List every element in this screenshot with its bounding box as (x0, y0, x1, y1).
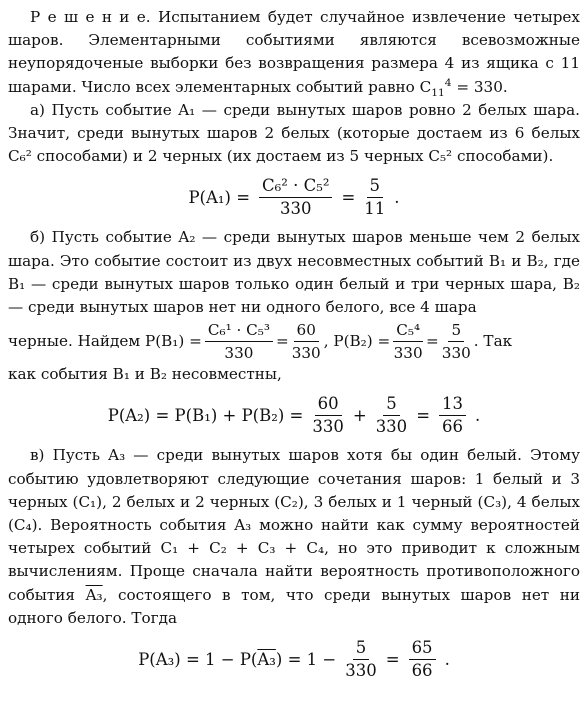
paragraph-c (8, 444, 580, 630)
fraction (364, 176, 385, 219)
intro-end: = 330. (451, 77, 508, 96)
fraction (439, 394, 466, 437)
period: . (394, 187, 400, 207)
fraction (393, 320, 423, 363)
b2-text3: . Так (473, 331, 513, 350)
c-lower: 11 (431, 85, 445, 99)
denominator: 66 (411, 660, 433, 680)
fraction (376, 394, 408, 437)
paragraph-b2 (8, 319, 580, 363)
plus: + (352, 405, 367, 425)
numerator: 5 (448, 320, 464, 342)
numerator: 5 (383, 394, 400, 416)
denominator: 330 (279, 198, 312, 218)
numerator: C₅⁴ (393, 320, 423, 342)
c-upper: 4 (444, 75, 452, 89)
eq-a-lhs: P(A₁) = (188, 187, 251, 207)
numerator: 5 (353, 638, 370, 660)
numerator: 65 (409, 638, 436, 660)
intro-paragraph (8, 6, 580, 99)
fraction (205, 320, 273, 363)
fraction (442, 320, 471, 363)
denominator: 330 (291, 343, 321, 362)
equals: = (416, 405, 431, 425)
equals: = (426, 331, 439, 350)
fraction (345, 638, 377, 681)
numerator: 60 (294, 320, 319, 342)
fraction (312, 394, 344, 437)
numerator: 5 (367, 176, 384, 198)
numerator: 60 (315, 394, 342, 416)
period: . (444, 649, 450, 669)
denominator: 330 (441, 343, 471, 362)
eq-c-mid: ) = 1 − (275, 649, 337, 669)
b2-text1: черные. Найдем P(B₁) = (8, 331, 202, 350)
c-text: в) Пусть A₃ — среди вынутых шаров хотя бы один белый. Этому событию удовлетворяют следующие сочетания шаров: 1 белый и 3 черных (C₁), 2 белых и 2 черных (C₂), 3 белых и 1 черный (C₃), 4 белых (C₄). Вероятность события A₃ можно найти как сумму вероятностей четырех событий C₁ + C₂ + C₃ + C₄, но это приводит к сложным вычислениям. Проще сначала найти вероятность противоположного события (8, 446, 580, 604)
equation-c (8, 630, 580, 688)
numerator: C₆² · C₅² (259, 176, 332, 198)
denominator: 330 (345, 660, 377, 680)
equals: = (385, 649, 400, 669)
denominator: 330 (224, 343, 254, 362)
fraction (292, 320, 321, 363)
denominator: 11 (364, 198, 386, 218)
equation-a (8, 168, 580, 226)
period: . (475, 405, 481, 425)
equation-b (8, 386, 580, 444)
solution-text (8, 6, 580, 688)
c-text-end: , состоящего в том, что среди вынутых шаров нет ни одного белого. Тогда (8, 585, 581, 627)
denominator: 330 (375, 416, 408, 436)
paragraph-a: а) Пусть событие A₁ — среди вынутых шаров ровно 2 белых шара. Значит, среди вынутых шаров 2 белых (которые достаем из 6 белых C₆² способами) и 2 черных (их достаем из 5 черных C₅² способами). (8, 100, 580, 166)
paragraph-b3: как события B₁ и B₂ несовместны, (8, 365, 282, 384)
denominator: 330 (393, 343, 423, 362)
numerator: 13 (439, 394, 466, 416)
paragraph-b1: б) Пусть событие A₂ — среди вынутых шаров меньше чем 2 белых шара. Это событие состоит из двух несовместных событий B₁ и B₂, где B₁ — среди вынутых шаров только один белый и три черных шара, B₂ — среди вынутых шаров нет ни одного белого, все 4 шара (8, 228, 580, 317)
eq-b-lhs: P(A₂) = P(B₁) + P(B₂) = (107, 405, 304, 425)
complement-event: A₃ (257, 649, 276, 669)
denominator: 330 (312, 416, 344, 436)
numerator: C₆¹ · C₅³ (205, 320, 273, 342)
fraction (259, 176, 332, 219)
intro-text: Р е ш е н и е. Испытанием будет случайное извлечение четырех шаров. Элементарными событиями являются всевозможные неупорядоченые выборки без возвращения размера 4 из ящика с 11 шарами. Число всех элементарных событий равно C (8, 8, 580, 96)
eq-c-lhs: P(A₃) = 1 − P( (138, 649, 258, 669)
fraction (409, 638, 436, 681)
b2-text2: , P(B₂) = (323, 331, 391, 350)
complement-event: A₃ (85, 585, 103, 604)
equals: = (275, 331, 289, 350)
denominator: 66 (442, 416, 464, 436)
equals: = (341, 187, 356, 207)
